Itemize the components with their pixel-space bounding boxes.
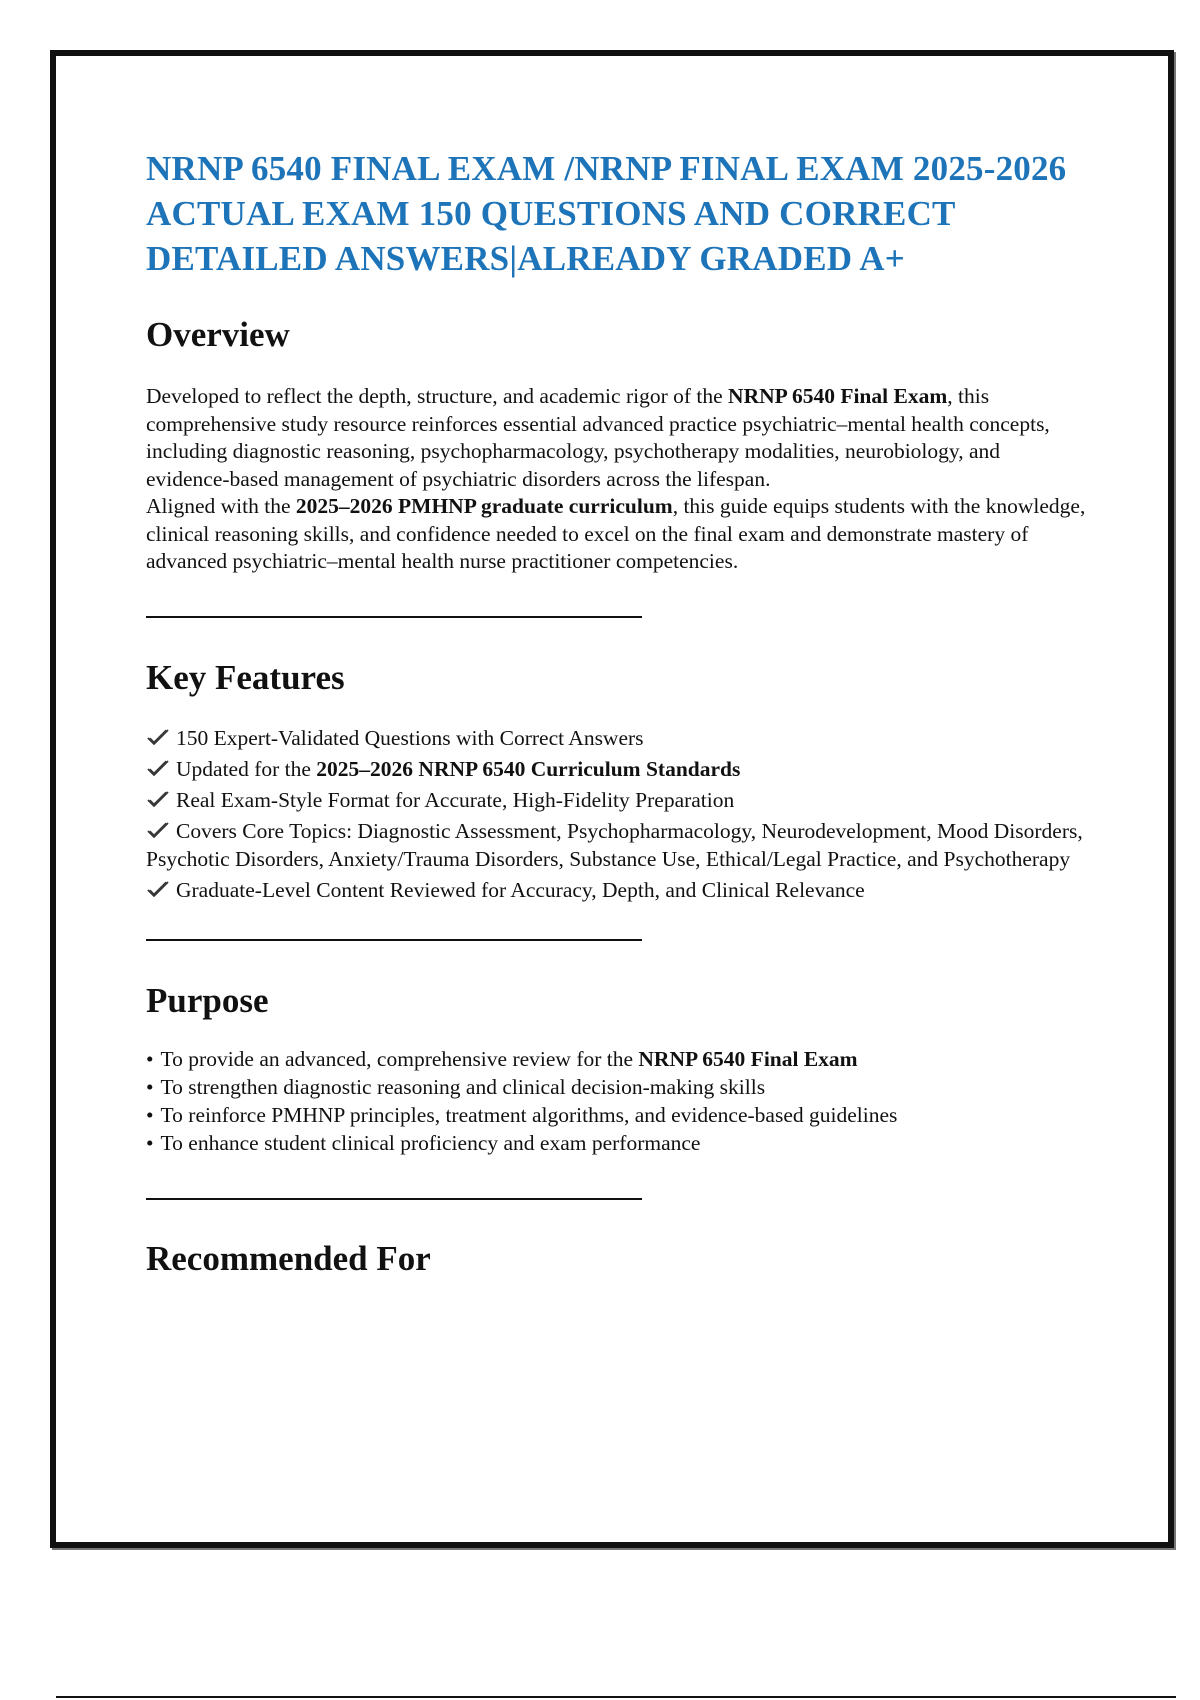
overview-paragraph-1 bbox=[146, 383, 1086, 493]
check-mark-icon bbox=[146, 727, 170, 747]
check-mark-icon bbox=[146, 789, 170, 809]
purpose-item bbox=[146, 1129, 1086, 1157]
check-mark-icon bbox=[146, 758, 170, 778]
overview-p1-text: Developed to reflect the depth, structure, and academic rigor of the bbox=[146, 384, 729, 408]
bullet-icon: • bbox=[146, 1074, 154, 1099]
overview-p2-text: Aligned with the bbox=[146, 494, 296, 518]
recommended-for-heading: Recommended For bbox=[146, 1238, 431, 1278]
purpose-item bbox=[146, 1101, 1086, 1129]
check-mark-icon bbox=[146, 879, 170, 899]
feature-item bbox=[146, 786, 1086, 814]
purpose-text: To strengthen diagnostic reasoning and clinical decision-making skills bbox=[160, 1074, 766, 1099]
purpose-item bbox=[146, 1045, 1086, 1073]
feature-item bbox=[146, 876, 1086, 904]
overview-heading: Overview bbox=[146, 315, 290, 354]
feature-bold-text: 2025–2026 NRNP 6540 Curriculum Standards bbox=[316, 756, 741, 781]
purpose-bold-text: NRNP 6540 Final Exam bbox=[638, 1046, 858, 1071]
check-mark-icon bbox=[146, 820, 170, 840]
overview-p2-bold: 2025–2026 PMHNP graduate curriculum bbox=[295, 494, 673, 518]
document-content bbox=[146, 146, 1086, 1280]
bullet-icon: • bbox=[146, 1102, 154, 1127]
overview-p2-text-end: , this guide equips students with the knowledge, clinical reasoning skills, and confidence needed to excel on the final exam and demonstrate mastery of advanced psychiatric–mental health nurse practitioner competencies. bbox=[146, 494, 1086, 573]
feature-text: Real Exam-Style Format for Accurate, High-Fidelity Preparation bbox=[176, 787, 735, 812]
purpose-text: To provide an advanced, comprehensive review for the bbox=[160, 1046, 639, 1071]
feature-item bbox=[146, 755, 1086, 783]
feature-text: Covers Core Topics: Diagnostic Assessment, Psychopharmacology, Neurodevelopment, Mood Disorders, Psychotic Disorders, Anxiety/Trauma Disorders, Substance Use, Ethical/Legal Practice, and Psychotherapy bbox=[146, 818, 1083, 871]
feature-item bbox=[146, 817, 1086, 873]
bullet-icon: • bbox=[146, 1046, 154, 1071]
section-divider bbox=[146, 1198, 642, 1200]
purpose-text: To enhance student clinical proficiency and exam performance bbox=[160, 1130, 701, 1155]
feature-text: Updated for the bbox=[176, 756, 317, 781]
key-features-list bbox=[146, 724, 1086, 904]
feature-text: Graduate-Level Content Reviewed for Accuracy, Depth, and Clinical Relevance bbox=[176, 877, 865, 902]
purpose-item bbox=[146, 1073, 1086, 1101]
purpose-list bbox=[146, 1045, 1086, 1157]
key-features-heading: Key Features bbox=[146, 657, 345, 697]
overview-p1-text-end: , this comprehensive study resource reinforces essential advanced practice psychiatric–mental health concepts, including diagnostic reasoning, psychopharmacology, psychotherapy modalities, neurobiology, and evidence-based management of psychiatric disorders across the lifespan. bbox=[146, 384, 1050, 491]
overview-p1-bold: NRNP 6540 Final Exam bbox=[728, 384, 948, 408]
page-bottom-rule bbox=[56, 1696, 1176, 1698]
feature-item bbox=[146, 724, 1086, 752]
feature-text: 150 Expert-Validated Questions with Correct Answers bbox=[176, 725, 644, 750]
bullet-icon: • bbox=[146, 1130, 154, 1155]
section-divider bbox=[146, 939, 642, 941]
section-divider bbox=[146, 616, 642, 618]
overview-paragraph-2 bbox=[146, 493, 1086, 576]
purpose-text: To reinforce PMHNP principles, treatment algorithms, and evidence-based guidelines bbox=[160, 1102, 898, 1127]
purpose-heading: Purpose bbox=[146, 980, 269, 1020]
document-title: NRNP 6540 FINAL EXAM /NRNP FINAL EXAM 2025-2026 ACTUAL EXAM 150 QUESTIONS AND CORRECT DETAILED ANSWERS|ALREADY GRADED A+ bbox=[146, 149, 1067, 278]
